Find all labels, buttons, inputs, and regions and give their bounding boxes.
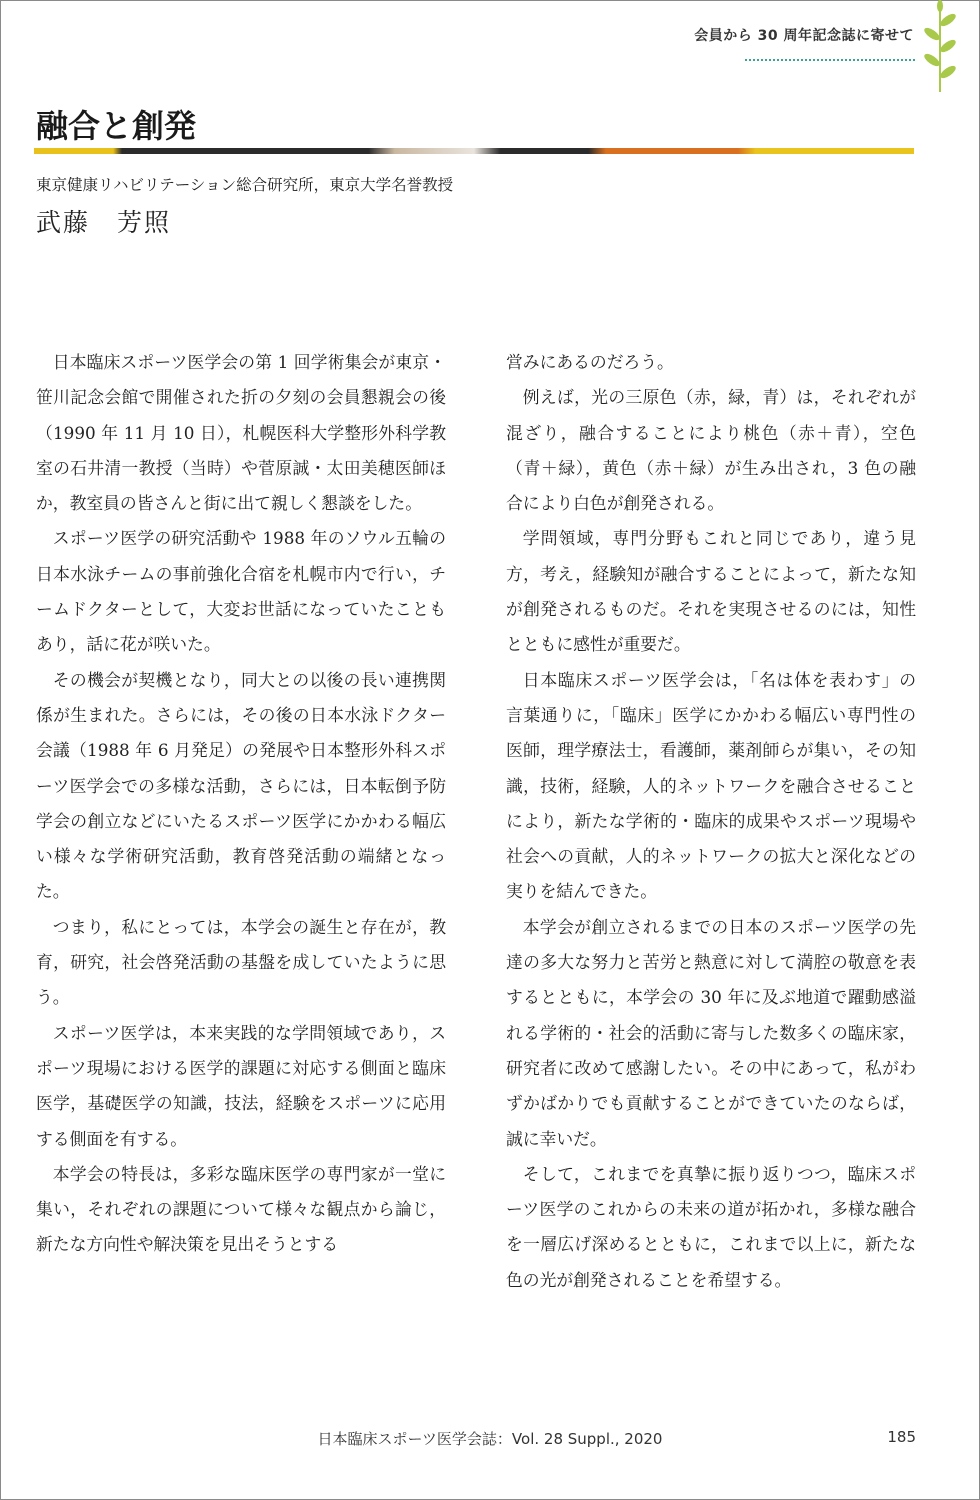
paragraph: スポーツ医学の研究活動や 1988 年のソウル五輪の日本水泳チームの事前強化合宿を札幌市内で行い，チームドクターとして，大変お世話になっていたこともあり，話に花が咲いた。	[36, 528, 446, 655]
paragraph: 例えば，光の三原色（赤，緑，青）は，それぞれが混ざり，融合することにより桃色（赤＋青），空色（青＋緑），黄色（赤＋緑）が生み出され，3 色の融合により白色が創発される。	[506, 387, 916, 514]
paragraph-continuation: 営みにあるのだろう。	[506, 352, 674, 372]
wheat-leaf-icon	[918, 0, 960, 92]
paragraph: そして，これまでを真摯に振り返りつつ，臨床スポーツ医学のこれからの未来の道が拓かれ，多様な融合を一層広げ深めるとともに，これまで以上に，新たな色の光が創発されることを希望する。	[506, 1163, 916, 1290]
paragraph: 日本臨床スポーツ医学会の第 1 回学術集会が東京・笹川記念会館で開催された折の夕刻の会員懇親会の後（1990 年 11 月 10 日），札幌医科大学整形外科学教室の石井清一教授（当時）や菅原誠・太田美穂医師ほか，教室員の皆さんと街に出て親しく懇談をした。	[36, 352, 446, 514]
author-name: 武藤 芳照	[36, 208, 172, 237]
title-rule	[34, 148, 914, 154]
right-column	[506, 345, 916, 1298]
paragraph: その機会が契機となり，同大との以後の長い連携関係が生まれた。さらには，その後の日本水泳ドクター会議（1988 年 6 月発足）の発展や日本整形外科スポーツ医学会での多様な活動，さらには，日本転倒予防学会の創立などにいたるスポーツ医学にかかわる幅広い様々な学術研究活動，教育啓発活動の端緒となった。	[36, 669, 446, 902]
dotted-divider	[745, 59, 915, 61]
left-column	[36, 345, 446, 1263]
author-affiliation: 東京健康リハビリテーション総合研究所，東京大学名誉教授	[36, 176, 454, 194]
paragraph: スポーツ医学は，本来実践的な学問領域であり，スポーツ現場における医学的課題に対応する側面と臨床医学，基礎医学の知識，技法，経験をスポーツに応用する側面を有する。	[36, 1022, 446, 1149]
journal-footer: 日本臨床スポーツ医学会誌：Vol. 28 Suppl., 2020	[317, 1430, 663, 1448]
paragraph: 本学会の特長は，多彩な臨床医学の専門家が一堂に集い，それぞれの課題について様々な観点から論じ，新たな方向性や解決策を見出そうとする	[36, 1163, 446, 1255]
paragraph: 日本臨床スポーツ医学会は，「名は体を表わす」の言葉通りに，「臨床」医学にかかわる幅広い専門性の医師，理学療法士，看護師，薬剤師らが集い，その知識，技術，経験，人的ネットワークを融合させることにより，新たな学術的・臨床的成果やスポーツ現場や社会への貢献，人的ネットワークの拡大と深化などの実りを結んできた。	[506, 669, 916, 902]
paragraph: 本学会が創立されるまでの日本のスポーツ医学の先達の多大な努力と苦労と熱意に対して満腔の敬意を表するとともに，本学会の 30 年に及ぶ地道で躍動感溢れる学術的・社会的活動に寄与した数多くの臨床家，研究者に改めて感謝したい。その中にあって，私がわずかばかりでも貢献することができていたのならば，誠に幸いだ。	[506, 916, 916, 1149]
paragraph: 学問領域，専門分野もこれと同じであり，違う見方，考え，経験知が融合することによって，新たな知が創発されるものだ。それを実現させるのには，知性とともに感性が重要だ。	[506, 528, 916, 655]
paragraph: つまり，私にとっては，本学会の誕生と存在が，教育，研究，社会啓発活動の基盤を成していたように思う。	[36, 916, 446, 1008]
article-title: 融合と創発	[36, 107, 197, 145]
section-label: 会員から 30 周年記念誌に寄せて	[694, 28, 914, 44]
page-number: 185	[887, 1428, 916, 1446]
